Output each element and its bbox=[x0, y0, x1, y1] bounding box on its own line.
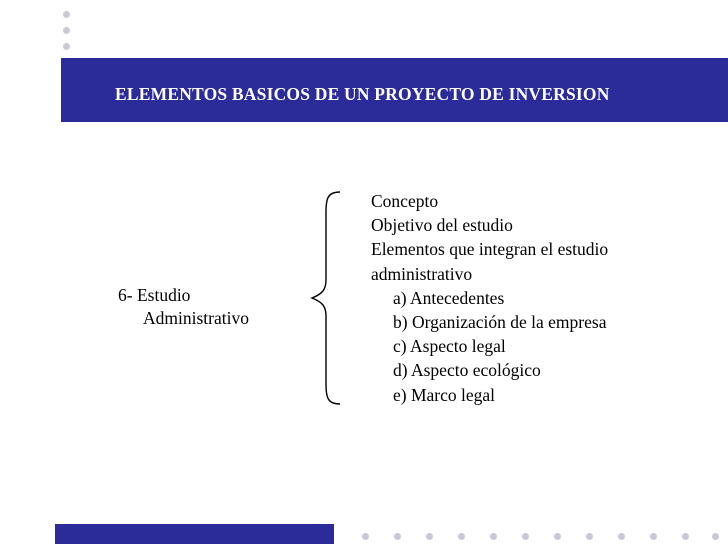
decorative-dot bbox=[586, 533, 593, 540]
decorative-dot bbox=[490, 533, 497, 540]
content-list bbox=[371, 189, 608, 407]
sub-list-item: b) Organización de la empresa bbox=[393, 312, 607, 333]
decorative-dot bbox=[63, 11, 70, 18]
sub-list-item: d) Aspecto ecológico bbox=[393, 360, 541, 381]
list-item: Elementos que integran el estudio bbox=[371, 239, 609, 260]
slide-title: ELEMENTOS BASICOS DE UN PROYECTO DE INVERSION bbox=[115, 84, 610, 104]
decorative-dot bbox=[522, 533, 529, 540]
list-item: administrativo bbox=[371, 263, 473, 284]
sub-list-item: e) Marco legal bbox=[393, 384, 496, 405]
sub-list-item: a) Antecedentes bbox=[393, 287, 505, 308]
section-label-line-2: Administrativo bbox=[143, 308, 249, 328]
decorative-dot bbox=[458, 533, 465, 540]
sub-list-item: c) Aspecto legal bbox=[393, 336, 506, 357]
list-item: Objetivo del estudio bbox=[371, 215, 513, 236]
decorative-dot bbox=[682, 533, 689, 540]
list-item: Concepto bbox=[371, 191, 439, 211]
section-label bbox=[118, 284, 249, 330]
decorative-dot bbox=[394, 533, 401, 540]
curly-brace-icon bbox=[306, 190, 346, 408]
decorative-dot bbox=[362, 533, 369, 540]
decorative-dot bbox=[426, 533, 433, 540]
decorative-dot bbox=[554, 533, 561, 540]
decorative-dot bbox=[63, 27, 70, 34]
decorative-dot bbox=[650, 533, 657, 540]
decorative-dot bbox=[618, 533, 625, 540]
section-label-line-1: 6- Estudio bbox=[118, 285, 191, 305]
footer-bar bbox=[55, 524, 334, 544]
decorative-dot bbox=[63, 43, 70, 50]
decorative-dot bbox=[712, 533, 719, 540]
